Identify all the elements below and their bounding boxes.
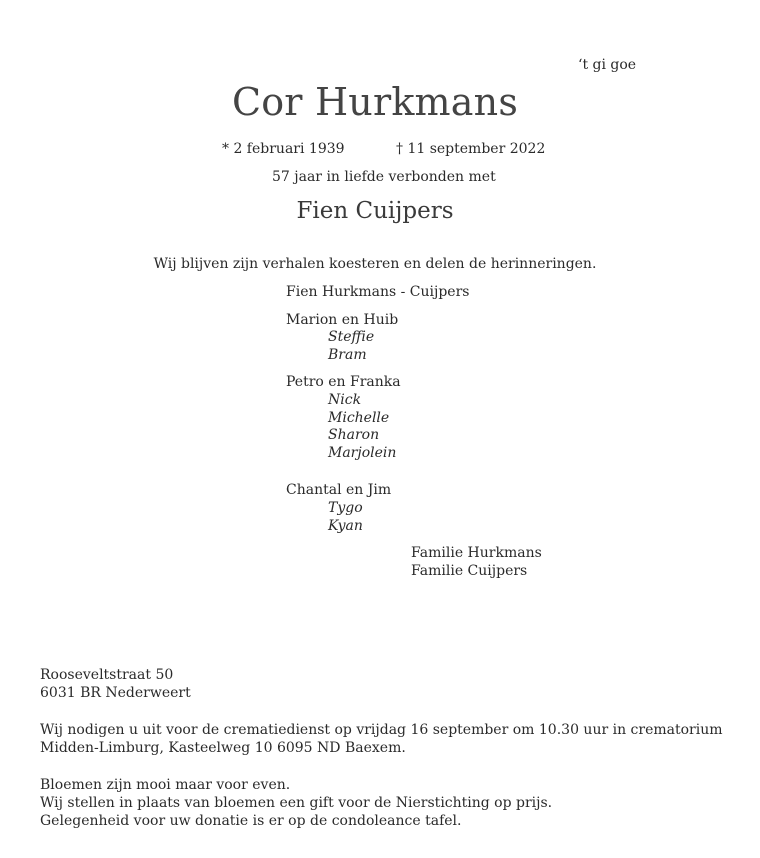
marriage-line: 57 jaar in liefde verbonden met <box>272 169 496 185</box>
flowers-line: Bloemen zijn mooi maar voor even. <box>40 777 291 793</box>
extended-family: Familie Hurkmans <box>411 545 542 561</box>
family-parents: Marion en Huib <box>286 312 399 328</box>
address-street: Rooseveltstraat 50 <box>40 667 174 683</box>
extended-family: Familie Cuijpers <box>411 563 528 579</box>
grandchild: Nick <box>328 392 362 408</box>
grandchild: Michelle <box>328 410 390 426</box>
address-city: 6031 BR Nederweert <box>40 685 191 701</box>
deceased-name: Cor Hurkmans <box>231 80 519 124</box>
flowers-line: Wij stellen in plaats van bloemen een gift voor de Nierstichting op prijs. <box>40 795 553 811</box>
birth-date: * 2 februari 1939 <box>222 141 345 157</box>
service-line: Midden-Limburg, Kasteelweg 10 6095 ND Baexem. <box>40 740 406 756</box>
memory-line: Wij blijven zijn verhalen koesteren en delen de herinneringen. <box>153 256 597 272</box>
family-parents: Petro en Franka <box>286 374 401 390</box>
death-date: † 11 september 2022 <box>396 141 546 157</box>
grandchild: Kyan <box>328 518 363 534</box>
spouse-name: Fien Cuijpers <box>296 198 454 224</box>
grandchild: Bram <box>328 347 367 363</box>
service-line: Wij nodigen u uit voor de crematiedienst op vrijdag 16 september om 10.30 uur in crematorium <box>40 722 723 738</box>
family-parents: Chantal en Jim <box>286 482 392 498</box>
spouse-full-name: Fien Hurkmans - Cuijpers <box>286 284 470 300</box>
grandchild: Sharon <box>328 427 380 443</box>
grandchild: Steffie <box>328 329 375 345</box>
grandchild: Tygo <box>328 500 363 516</box>
motto: ‘t gi goe <box>578 57 637 73</box>
flowers-line: Gelegenheid voor uw donatie is er op de condoleance tafel. <box>40 813 462 829</box>
grandchild: Marjolein <box>328 445 397 461</box>
